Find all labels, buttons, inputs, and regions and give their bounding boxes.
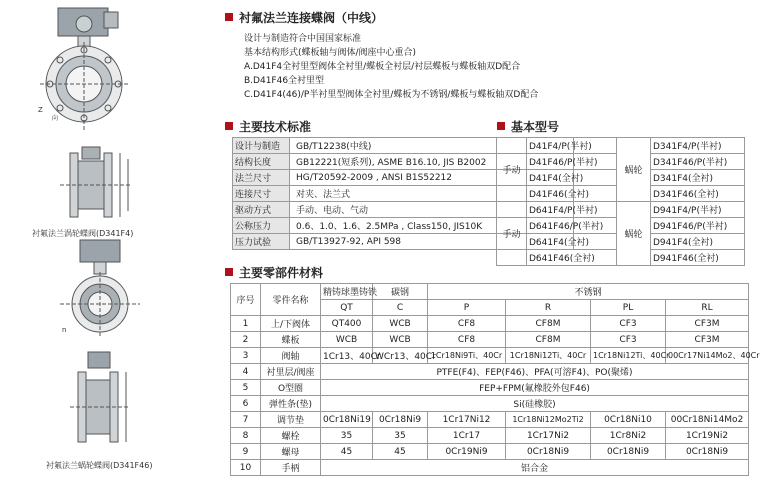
part-material: 35 xyxy=(321,428,373,444)
part-material: WCB xyxy=(373,332,428,348)
part-material: CF3 xyxy=(591,332,666,348)
label-huaxiang: 向 xyxy=(52,115,59,122)
part-material: 1Cr18Ni9Ti、40Cr xyxy=(428,348,506,364)
spec-value: 手动、电动、气动 xyxy=(290,202,574,218)
part-number: 1 xyxy=(231,316,261,332)
spec-value: GB/T13927-92, API 598 xyxy=(290,234,574,250)
spec-value: 0.6、1.0、1.6、2.5MPa , Class150, JIS10K xyxy=(290,218,574,234)
col-header-code: P xyxy=(428,300,506,316)
model-code: D41F46(全衬) xyxy=(527,186,617,202)
drive-type: 蜗轮 xyxy=(617,202,651,266)
col-header-name: 零件名称 xyxy=(261,284,321,316)
model-code: D341F4/P(半衬) xyxy=(651,138,745,154)
table-row xyxy=(497,138,745,154)
part-material: CF8M xyxy=(506,332,591,348)
part-name: 螺栓 xyxy=(261,428,321,444)
drive-type: 手动 xyxy=(497,202,527,266)
part-material: 00Cr18Ni14Mo2 xyxy=(666,412,749,428)
part-number: 4 xyxy=(231,364,261,380)
col-header-material: 不锈钢 xyxy=(428,284,749,300)
table-row xyxy=(231,348,749,364)
models-table xyxy=(496,137,745,266)
parts-body xyxy=(231,316,760,476)
table-row xyxy=(231,316,749,332)
col-header-code: PL xyxy=(591,300,666,316)
drive-type: 手动 xyxy=(497,138,527,202)
col-header-no: 序号 xyxy=(231,284,261,316)
part-name: 上/下阀体 xyxy=(261,316,321,332)
title-marker xyxy=(225,268,233,276)
drawing-panel xyxy=(0,0,210,488)
table-row xyxy=(231,412,749,428)
part-material: 1Cr8Ni2 xyxy=(591,428,666,444)
valve-side-view-drawing-2 xyxy=(70,350,140,450)
page-title-text: 衬氟法兰连接蝶阀（中线） xyxy=(239,10,384,25)
part-material: CF8M xyxy=(506,316,591,332)
label-n: n xyxy=(62,326,67,334)
drawing-caption-2: 衬氟法兰蜗轮蝶阀(D341F46) xyxy=(46,461,153,470)
label-z: Z xyxy=(38,106,43,114)
part-name: 手柄 xyxy=(261,460,321,476)
col-header-code: QT xyxy=(321,300,373,316)
part-material: Si(硅橡胶) xyxy=(321,396,749,412)
model-code: D941F46/P(半衬) xyxy=(651,218,745,234)
model-code: D41F4/P(半衬) xyxy=(527,138,617,154)
part-material: WCr13、40Cr xyxy=(373,348,428,364)
part-number: 8 xyxy=(231,428,261,444)
intro-text xyxy=(244,32,538,102)
part-name: 弹性条(垫) xyxy=(261,396,321,412)
spec-label: 法兰尺寸 xyxy=(233,170,290,186)
page-title xyxy=(225,9,383,25)
part-material: WCB xyxy=(321,332,373,348)
part-material: 铝合金 xyxy=(321,460,749,476)
model-code: D941F46(全衬) xyxy=(651,250,745,266)
part-material: 1Cr18Ni12Mo2Ti2 xyxy=(506,412,591,428)
model-code: D641F46(全衬) xyxy=(527,250,617,266)
model-code: D641F46/P(半衬) xyxy=(527,218,617,234)
model-code: D641F4(全衬) xyxy=(527,234,617,250)
part-name: 衬里层/阀座 xyxy=(261,364,321,380)
part-material: CF8 xyxy=(428,332,506,348)
part-material: 1Cr18Ni12Ti、40Cr xyxy=(591,348,666,364)
drive-type: 蜗轮 xyxy=(617,138,651,202)
part-material: CF3M xyxy=(666,332,749,348)
intro-line: 基本结构形式(蝶板轴与阀体/阀座中心重合) xyxy=(244,48,417,58)
spec-title-text: 主要技术标准 xyxy=(239,119,312,134)
part-number: 7 xyxy=(231,412,261,428)
model-code: D341F46/P(半衬) xyxy=(651,154,745,170)
part-name: 蝶板 xyxy=(261,332,321,348)
table-row xyxy=(231,460,749,476)
spec-label: 设计与制造 xyxy=(233,138,290,154)
part-number: 5 xyxy=(231,380,261,396)
table-row xyxy=(231,364,749,380)
part-material: 00Cr17Ni14Mo2、40Cr xyxy=(666,348,749,364)
table-row xyxy=(231,396,749,412)
spec-value: 对夹、法兰式 xyxy=(290,186,574,202)
part-material: 0Cr19Ni9 xyxy=(428,444,506,460)
col-header-code: RL xyxy=(666,300,749,316)
drawing-caption-1: 衬氟法兰涡轮蝶阀(D341F4) xyxy=(32,229,134,238)
spec-value: GB/T12238(中线) xyxy=(290,138,574,154)
part-material: 1Cr19Ni2 xyxy=(666,428,749,444)
part-material: 1Cr13、40Cr xyxy=(321,348,373,364)
part-material: 45 xyxy=(373,444,428,460)
model-code: D941F4/P(半衬) xyxy=(651,202,745,218)
table-row xyxy=(231,444,749,460)
part-material: PTFE(F4)、FEP(F46)、PFA(可溶F4)、PO(聚烯) xyxy=(321,364,749,380)
model-code: D41F46/P(半衬) xyxy=(527,154,617,170)
part-material: CF8 xyxy=(428,316,506,332)
model-code: D341F46(全衬) xyxy=(651,186,745,202)
intro-line: C.D41F4(46)/P半衬里型阀体全衬里/蝶板为不锈钢/蝶板与蝶板轴双D配合 xyxy=(244,90,539,100)
part-material: 0Cr18Ni9 xyxy=(666,444,749,460)
part-material: WCB xyxy=(373,316,428,332)
part-name: O型圈 xyxy=(261,380,321,396)
model-code: D941F4(全衬) xyxy=(651,234,745,250)
spec-label: 公称压力 xyxy=(233,218,290,234)
parts-table xyxy=(230,283,760,476)
part-material: CF3M xyxy=(666,316,749,332)
part-number: 10 xyxy=(231,460,261,476)
valve-front-view-drawing-2 xyxy=(50,238,160,338)
part-material: 1Cr17Ni2 xyxy=(506,428,591,444)
part-name: 调节垫 xyxy=(261,412,321,428)
col-header-code: C xyxy=(373,300,428,316)
table-row xyxy=(231,332,749,348)
part-material: 0Cr18Ni9 xyxy=(373,412,428,428)
part-material: 0Cr18Ni19 xyxy=(321,412,373,428)
part-material: 1Cr17 xyxy=(428,428,506,444)
part-name: 阀轴 xyxy=(261,348,321,364)
part-material: 0Cr18Ni9 xyxy=(506,444,591,460)
model-code: D641F4/P(半衬) xyxy=(527,202,617,218)
part-number: 2 xyxy=(231,332,261,348)
part-material: 1Cr18Ni12Ti、40Cr xyxy=(506,348,591,364)
col-header-code: R xyxy=(506,300,591,316)
title-marker xyxy=(225,122,233,130)
table-header-row xyxy=(231,284,749,300)
part-number: 3 xyxy=(231,348,261,364)
part-material: FEP+FPM(氟橡胶外包F46) xyxy=(321,380,749,396)
valve-front-view-drawing-1 xyxy=(30,2,150,142)
part-material: CF3 xyxy=(591,316,666,332)
part-number: 9 xyxy=(231,444,261,460)
intro-line: A.D41F4全衬里型阀体全衬里/蝶板全衬层/衬层蝶板与蝶板轴双D配合 xyxy=(244,62,521,72)
spec-section-title xyxy=(225,118,311,134)
table-row xyxy=(231,380,749,396)
col-header-material: 碳钢 xyxy=(373,284,428,300)
model-code: D41F4(全衬) xyxy=(527,170,617,186)
part-number: 6 xyxy=(231,396,261,412)
parts-section-title xyxy=(225,264,323,280)
models-title-text: 基本型号 xyxy=(511,119,560,134)
part-material: 0Cr18Ni9 xyxy=(591,444,666,460)
title-marker xyxy=(497,122,505,130)
spec-label: 结构长度 xyxy=(233,154,290,170)
spec-label: 压力试验 xyxy=(233,234,290,250)
title-marker xyxy=(225,13,233,21)
part-material: 45 xyxy=(321,444,373,460)
part-material: 1Cr17Ni12 xyxy=(428,412,506,428)
col-header-material: 精铸球墨铸铁 xyxy=(321,284,373,300)
intro-line: B.D41F46全衬里型 xyxy=(244,76,325,86)
spec-label: 连接尺寸 xyxy=(233,186,290,202)
valve-side-view-drawing-1 xyxy=(60,145,150,225)
part-material: QT400 xyxy=(321,316,373,332)
spec-value: HG/T20592-2009 , ANSI B1S52212 xyxy=(290,170,574,186)
table-row xyxy=(497,202,745,218)
model-code: D341F4(全衬) xyxy=(651,170,745,186)
spec-label: 驱动方式 xyxy=(233,202,290,218)
models-section-title xyxy=(497,118,559,134)
part-material: 0Cr18Ni10 xyxy=(591,412,666,428)
intro-line: 设计与制造符合中国国家标准 xyxy=(244,34,362,44)
part-name: 螺母 xyxy=(261,444,321,460)
spec-value: GB12221(短系列), ASME B16.10, JIS B2002 xyxy=(290,154,574,170)
parts-title-text: 主要零部件材料 xyxy=(239,265,324,280)
table-row xyxy=(231,428,749,444)
part-material: 35 xyxy=(373,428,428,444)
